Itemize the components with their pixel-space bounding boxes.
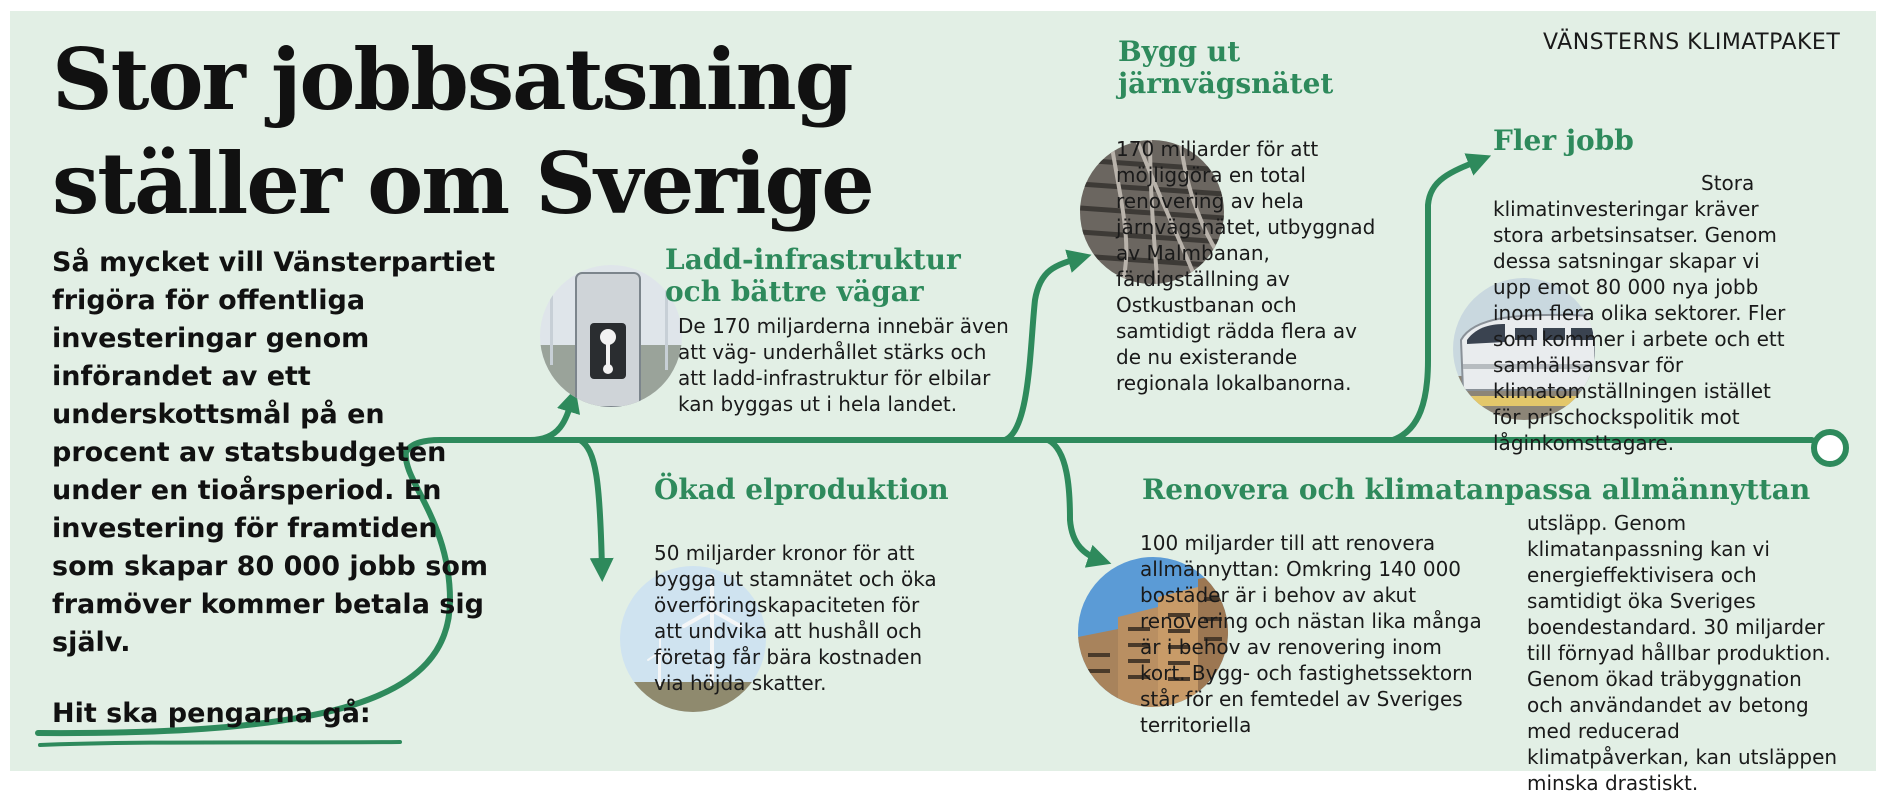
ladd-body: De 170 miljarderna innebär även att väg- underhållet stärks och att ladd-infrastruktur för elbilar kan byggas ut i hela landet.: [678, 314, 1009, 416]
headline-line-1: Stor jobbsatsning: [52, 30, 852, 129]
power-title: Ökad elproduktion: [654, 473, 949, 506]
rail-body-wrap: [1116, 106, 1384, 396]
kicker-label: VÄNSTERNS KLIMATPAKET: [1543, 30, 1841, 55]
footer-label: Hit ska pengarna gå:: [52, 698, 371, 729]
ev-charger-photo: [540, 265, 682, 407]
jobs-body-wrap: [1493, 160, 1797, 456]
ev-charger-icon: [540, 265, 682, 407]
housing-title: Renovera och klimatanpassa allmännyttan: [1142, 473, 1811, 506]
housing-body-col1-wrap: [1140, 510, 1486, 738]
housing-body-col1: 100 miljarder till att renovera allmännyttan: Omkring 140 000 bostäder är i behov av akut renovering och nästan lika många är i behov av renovering inom kort. Bygg- och fastighetssektorn står för en femtedel av Sveriges territoriella: [1140, 531, 1482, 737]
rail-body: 170 miljarder för att möjliggöra en total renovering av hela järnvägsnätet, utbyggnad av Malmbanan, färdigställning av Ostkustbanan och samtidigt rädda flera av de nu existerande regionala lokalbanorna.: [1116, 137, 1376, 395]
intro-text: Så mycket vill Vänsterpartiet frigöra för offentliga investeringar genom införandet av ett underskottsmål på en procent av statsbudgeten under en tioårsperiod. En investering för framtiden som skapar 80 000 jobb som framöver kommer betala sig själv.: [52, 247, 496, 658]
power-body: 50 miljarder kronor för att bygga ut stamnätet och öka överföringskapaciteten för att undvika att hushåll och företag får bära kostnaden via höjda skatter.: [654, 541, 937, 695]
housing-body-col2: utsläpp. Genom klimatanpassning kan vi energieffektivisera och samtidigt öka Sveriges boendestandard. 30 miljarder till förnyad hållbar produktion. Genom ökad träbyggnation och användandet av betong med reducerad klimatpåverkan, kan utsläppen minska drastiskt.: [1527, 511, 1838, 795]
underline-swoosh: [40, 742, 400, 745]
jobs-body: Stora klimatinvesteringar kräver stora arbetsinsatser. Genom dessa satsningar skapar vi upp emot 80 000 nya jobb inom flera olika sektorer. Fler som kommer i arbete och ett samhällsansvar för klimatomställningen istället för prischockspolitik mot låginkomsttagare.: [1493, 171, 1786, 455]
jobs-title: Fler jobb: [1493, 124, 1634, 157]
ladd-title: Ladd-infrastruktur och bättre vägar: [665, 243, 961, 308]
rail-title: Bygg ut järnvägsnätet: [1118, 35, 1334, 100]
power-body-wrap: [654, 510, 944, 696]
headline-line-2: ställer om Sverige: [52, 134, 873, 233]
headline: [52, 28, 873, 236]
